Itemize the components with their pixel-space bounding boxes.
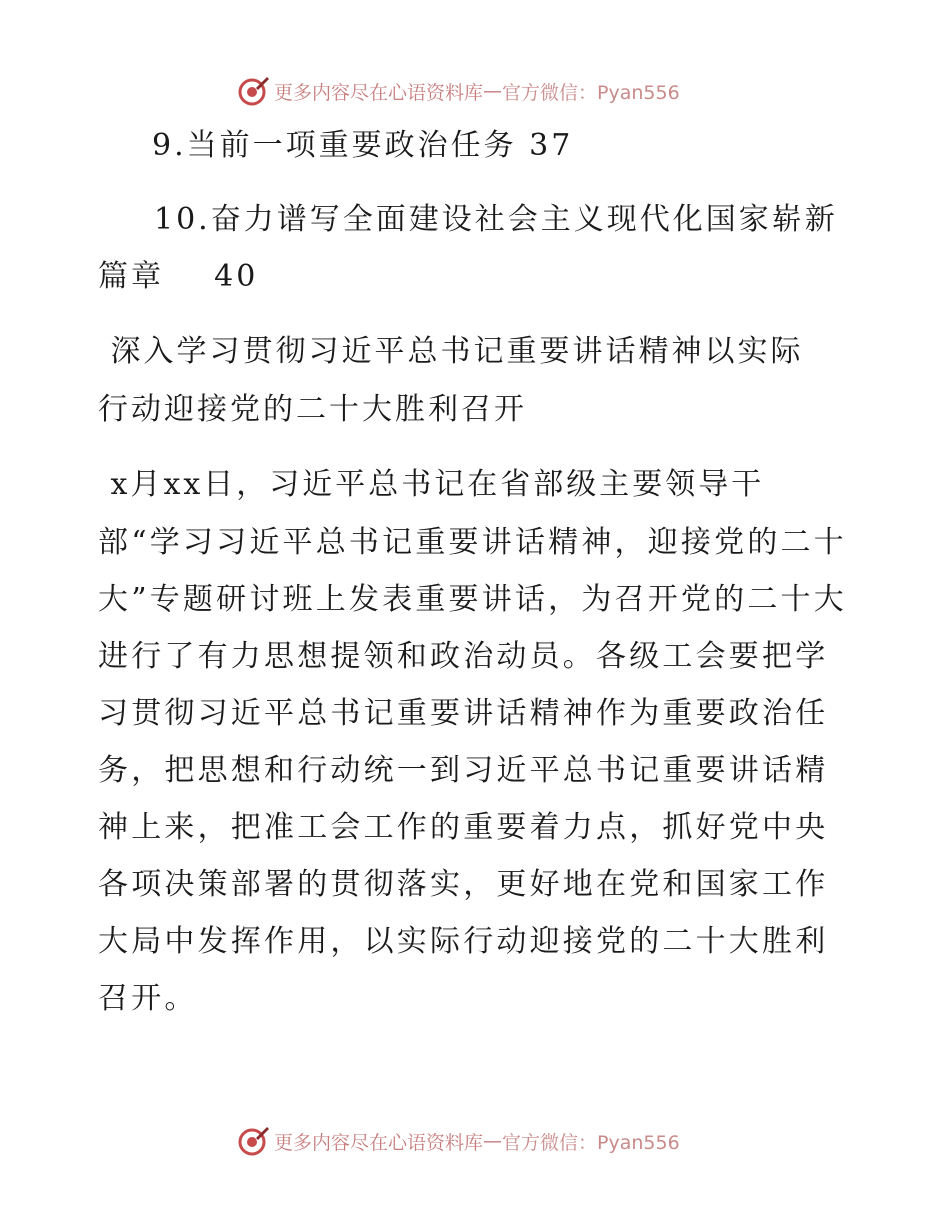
watermark-wechat-text: 官方微信：Pyan556 xyxy=(502,1131,680,1154)
watermark-brand-text: 更多内容尽在心语资料库 xyxy=(274,81,484,104)
article-first-line: x月xx日，习近平总书记在省部级主要领导干 xyxy=(98,467,765,502)
toc-item-10-line-2: 篇章 40 xyxy=(98,259,259,294)
footer-watermark xyxy=(236,1124,680,1158)
watermark-brand-text: 更多内容尽在心语资料库 xyxy=(274,1131,484,1154)
header-watermark xyxy=(236,74,680,108)
article-title-line-1: 深入学习贯彻习近平总书记重要讲话精神以实际 xyxy=(98,334,804,369)
article-body-paragraph: 部“学习习近平总书记重要讲话精神，迎接党的二十大”专题研讨班上发表重要讲话，为召开党的二十大进行了有力思想提领和政治动员。各级工会要把学习贯彻习近平总书记重要讲话精神作为重要政治任务，把思想和行动统一到习近平总书记重要讲话精神上来，把准工会工作的重要着力点，抓好党中央各项决策部署的贯彻落实，更好地在党和国家工作大局中发挥作用，以实际行动迎接党的二十大胜利召开。 xyxy=(98,525,847,1016)
toc-item-10-line-1: 10.奋力谱写全面建设社会主义现代化国家崭新 xyxy=(154,202,838,237)
watermark-wechat-text: 官方微信：Pyan556 xyxy=(502,81,680,104)
pen-logo-icon xyxy=(236,74,270,108)
watermark-separator: — xyxy=(483,1130,503,1152)
toc-item-9: 9.当前一项重要政治任务 37 xyxy=(152,128,574,163)
pen-logo-icon xyxy=(236,1124,270,1158)
watermark-separator: — xyxy=(483,80,503,102)
article-title-line-2: 行动迎接党的二十大胜利召开 xyxy=(98,392,527,427)
